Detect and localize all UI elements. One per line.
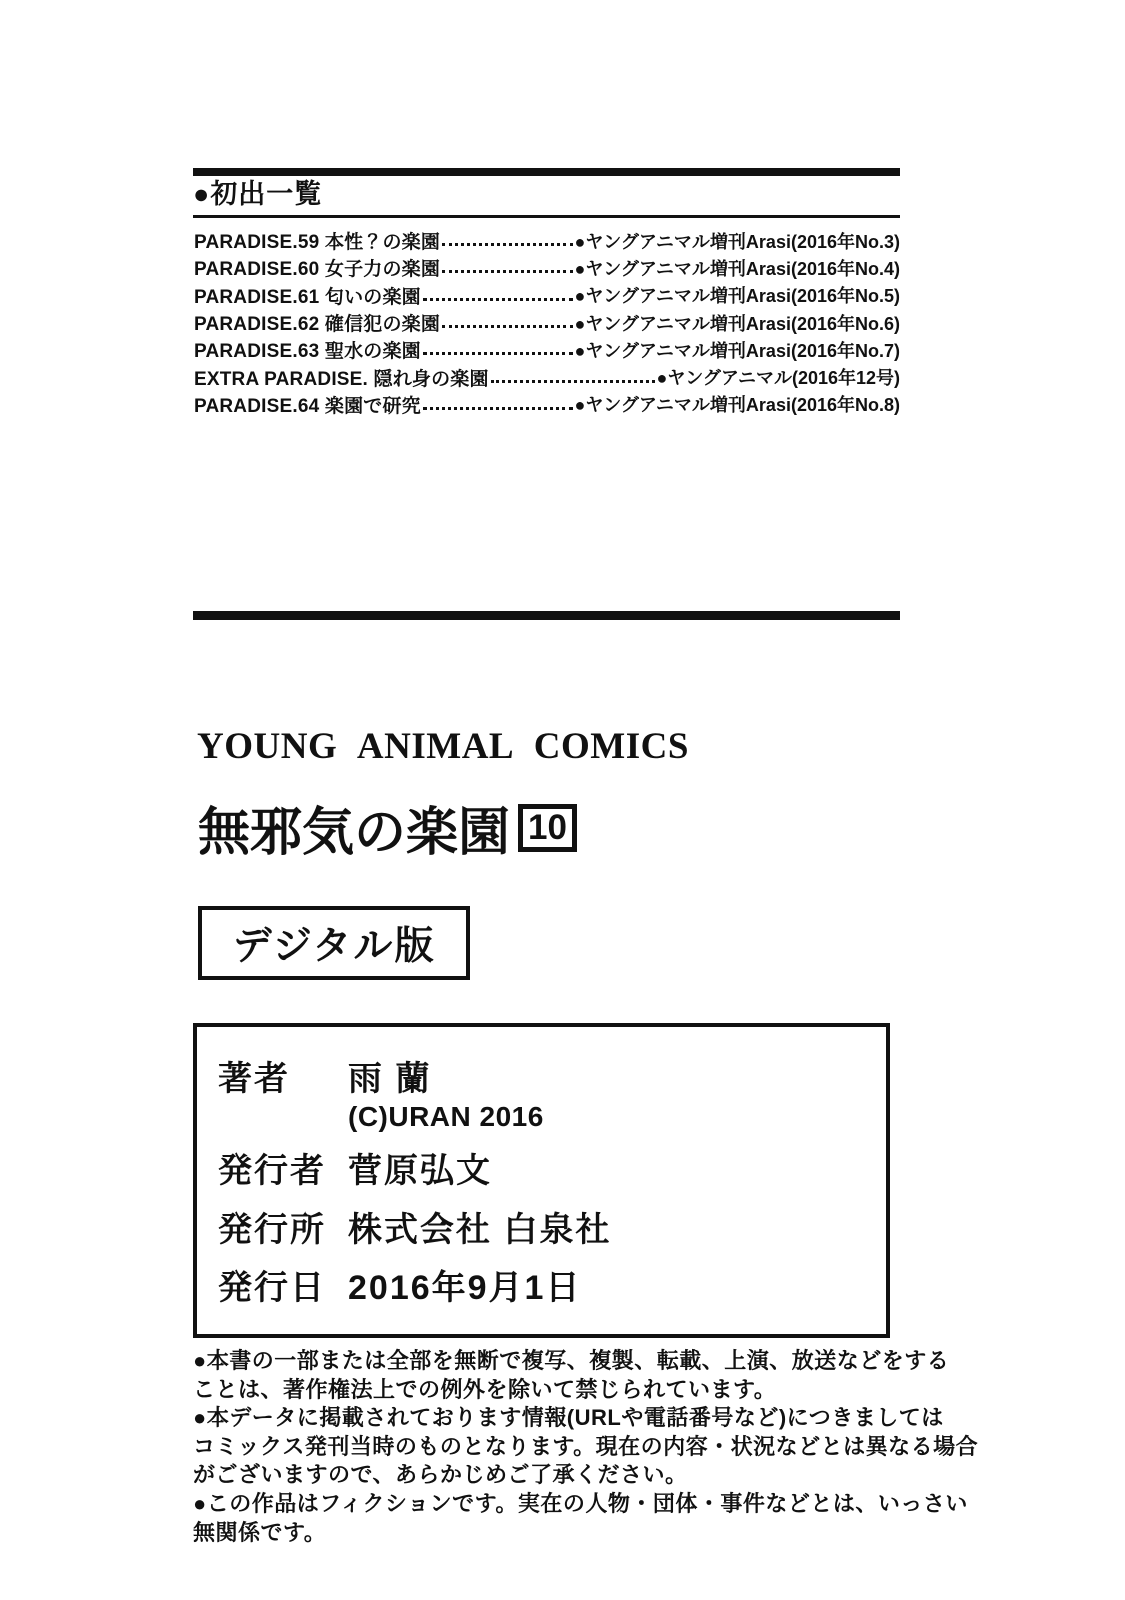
chapter-title: PARADISE.61 匂いの楽園 [194, 286, 421, 308]
legal-line: コミックス発刊当時のものとなります。現在の内容・状況などとは異なる場合 [193, 1433, 979, 1459]
publication-row [194, 336, 900, 363]
publisher-person-name: 菅原弘文 [348, 1152, 492, 1190]
publisher-person-label: 発行者 [218, 1152, 326, 1190]
publication-row [194, 363, 900, 390]
book-title-row [198, 790, 577, 865]
legal-line: ●本書の一部または全部を無断で複写、複製、転載、上演、放送などをする [193, 1348, 950, 1373]
dot-leader [442, 325, 572, 328]
publication-row [194, 309, 900, 336]
publication-row [194, 282, 900, 309]
publisher-company-row [218, 1202, 611, 1251]
publication-source: ●ヤングアニマル(2016年12号) [656, 368, 900, 389]
publisher-company-label: 発行所 [218, 1211, 326, 1249]
publication-source: ●ヤングアニマル増刊Arasi(2016年No.7) [574, 340, 900, 361]
dot-leader [423, 298, 573, 301]
colophon-box [193, 1023, 890, 1338]
chapter-title: EXTRA PARADISE. 隠れ身の楽園 [194, 368, 489, 390]
legal-line: ●本データに掲載されております情報(URLや電話番号など)につきましては [193, 1405, 944, 1431]
publication-row [194, 254, 900, 281]
edition-label: デジタル版 [232, 925, 436, 968]
chapter-title: PARADISE.60 女子力の楽園 [194, 259, 441, 281]
dot-leader [423, 407, 573, 410]
chapter-title: PARADISE.63 聖水の楽園 [194, 341, 421, 363]
publication-row [194, 391, 900, 418]
author-row [218, 1051, 431, 1100]
dot-leader [423, 352, 573, 355]
publication-source: ●ヤングアニマル増刊Arasi(2016年No.6) [574, 313, 900, 334]
dot-leader [442, 270, 572, 273]
publication-source: ●ヤングアニマル増刊Arasi(2016年No.3) [574, 231, 900, 252]
publication-source: ●ヤングアニマル増刊Arasi(2016年No.8) [574, 395, 900, 416]
publisher-person-row [218, 1143, 492, 1192]
section-divider-rule [193, 611, 900, 620]
publication-date-row [218, 1260, 581, 1309]
publication-source: ●ヤングアニマル増刊Arasi(2016年No.4) [574, 258, 900, 279]
author-label: 著者 [218, 1060, 290, 1098]
chapter-title: PARADISE.59 本性？の楽園 [194, 232, 441, 254]
first-publication-heading: ●初出一覧 [193, 179, 323, 209]
book-title: 無邪気の楽園 [198, 804, 511, 862]
series-label: YOUNG ANIMAL COMICS [197, 726, 689, 767]
publication-source: ●ヤングアニマル増刊Arasi(2016年No.5) [574, 286, 900, 307]
chapter-title: PARADISE.64 楽園で研究 [194, 395, 421, 417]
edition-badge [198, 906, 470, 980]
publication-date-label: 発行日 [218, 1269, 326, 1307]
legal-line: がございますので、あらかじめご了承ください。 [193, 1462, 688, 1488]
copyright-note: (C)URAN 2016 [348, 1101, 544, 1132]
volume-badge: 10 [518, 804, 577, 852]
first-publication-list [194, 227, 900, 418]
legal-line: 無関係です。 [193, 1519, 327, 1545]
heading-rule [193, 215, 900, 218]
author-name: 雨 蘭 [348, 1060, 432, 1098]
dot-leader [491, 380, 655, 383]
legal-notices [193, 1347, 979, 1547]
publication-date-value: 2016年9月1日 [348, 1269, 582, 1307]
dot-leader [442, 243, 572, 246]
chapter-title: PARADISE.62 確信犯の楽園 [194, 314, 441, 336]
top-rule [193, 168, 900, 176]
publication-row [194, 227, 900, 254]
publisher-company-name: 株式会社 白泉社 [348, 1211, 612, 1249]
legal-line: ことは、著作権法上での例外を除いて禁じられています。 [193, 1376, 777, 1402]
legal-line: ●この作品はフィクションです。実在の人物・団体・事件などとは、いっさい [193, 1490, 968, 1516]
